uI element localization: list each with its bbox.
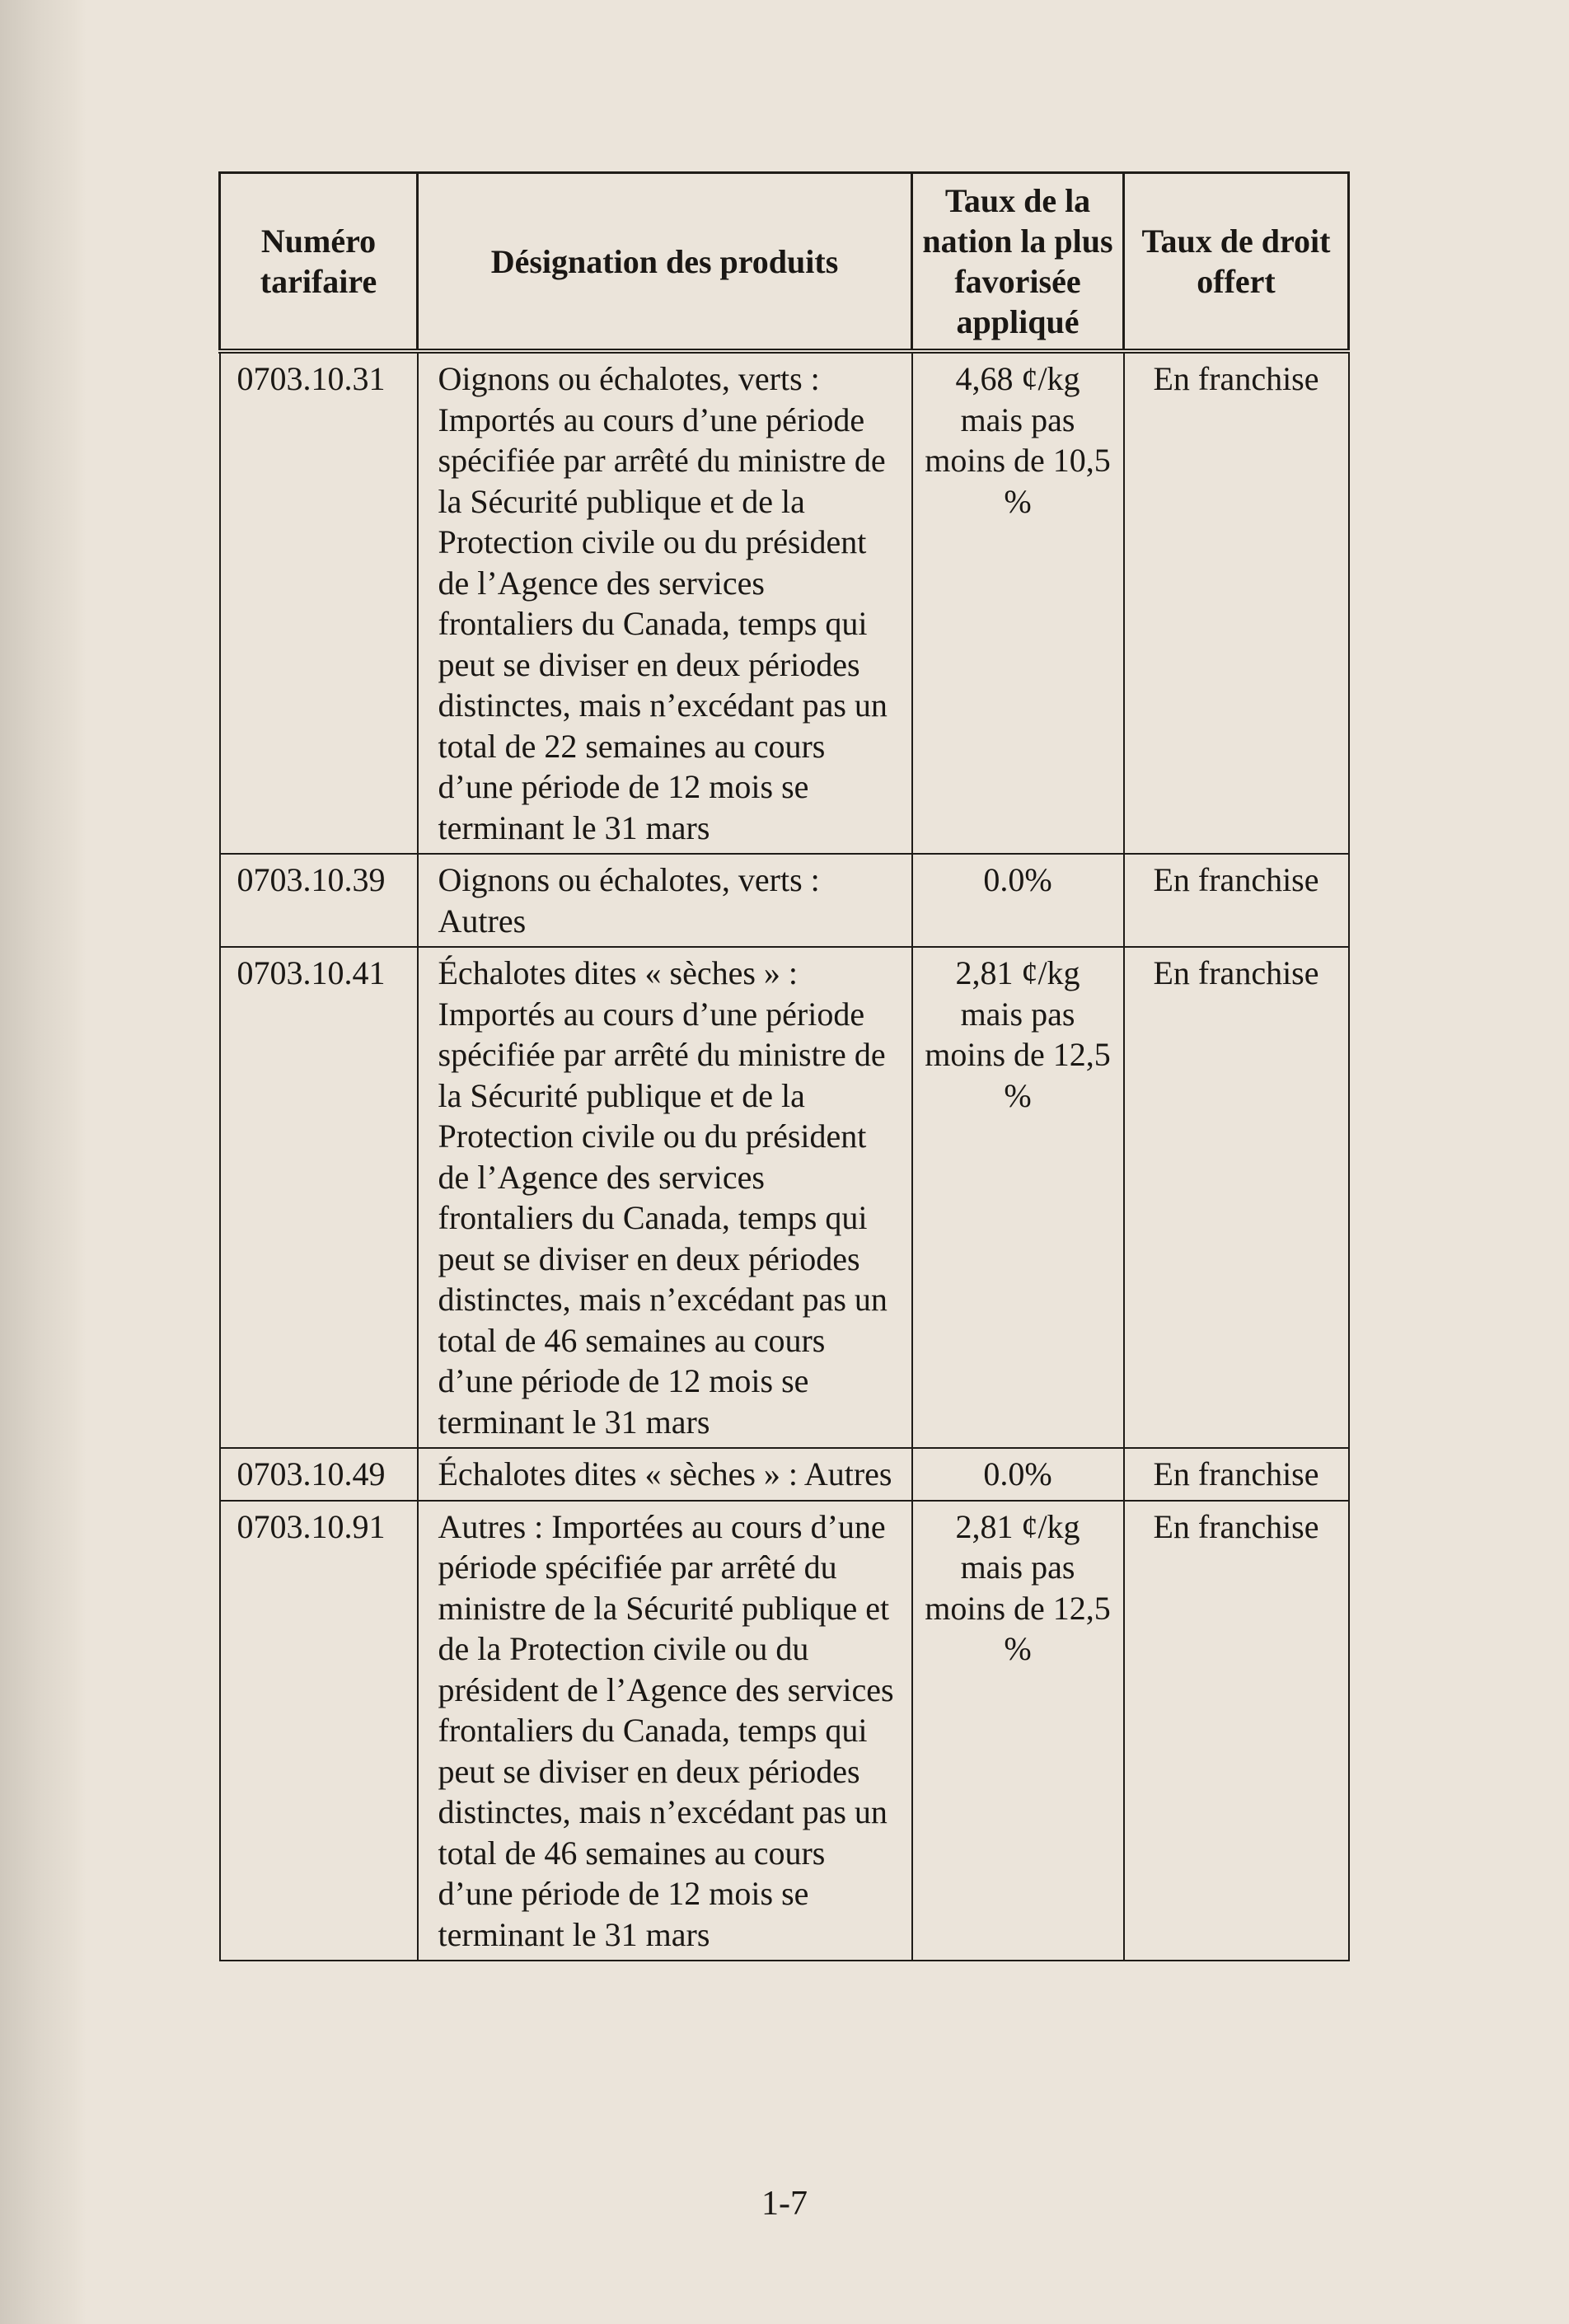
header-offered-rate: Taux de droit offert: [1124, 173, 1349, 352]
description-cell: Oignons ou échalotes, verts : Importés au cours d’une période spécifiée par arrêté du ministre de la Sécurité publique et de la Protection civile ou du président de l’Agence des services frontaliers du Canada, temps qui peut se diviser en deux périodes distinctes, mais n’excédant pas un total de 22 semaines au cours d’une période de 12 mois se terminant le 31 mars: [418, 351, 912, 854]
header-tariff-number: Numéro tarifaire: [220, 173, 418, 352]
tariff-code-cell: 0703.10.49: [220, 1448, 418, 1501]
tariff-table: [218, 171, 1350, 1961]
mfn-rate-cell: 2,81 ¢/kg mais pas moins de 12,5 %: [912, 1501, 1124, 1961]
tariff-code-cell: 0703.10.41: [220, 947, 418, 1448]
table-row: [220, 947, 1349, 1448]
mfn-rate-cell: 0.0%: [912, 854, 1124, 947]
tariff-code-cell: 0703.10.39: [220, 854, 418, 947]
mfn-rate-cell: 0.0%: [912, 1448, 1124, 1501]
table-header-row: [220, 173, 1349, 352]
tariff-code-cell: 0703.10.31: [220, 351, 418, 854]
description-cell: Échalotes dites « sèches » : Autres: [418, 1448, 912, 1501]
offered-rate-cell: En franchise: [1124, 947, 1349, 1448]
table-row: [220, 854, 1349, 947]
table-row: [220, 1501, 1349, 1961]
page-number: 1-7: [761, 2185, 808, 2223]
header-product-description: Désignation des produits: [418, 173, 912, 352]
description-cell: Autres : Importées au cours d’une période spécifiée par arrêté du ministre de la Sécurité publique et de la Protection civile ou du président de l’Agence des services frontaliers du Canada, temps qui peut se diviser en deux périodes distinctes, mais n’excédant pas un total de 46 semaines au cours d’une période de 12 mois se terminant le 31 mars: [418, 1501, 912, 1961]
offered-rate-cell: En franchise: [1124, 854, 1349, 947]
mfn-rate-cell: 2,81 ¢/kg mais pas moins de 12,5 %: [912, 947, 1124, 1448]
description-cell: Oignons ou échalotes, verts : Autres: [418, 854, 912, 947]
offered-rate-cell: En franchise: [1124, 1448, 1349, 1501]
tariff-code-cell: 0703.10.91: [220, 1501, 418, 1961]
page-binding-shadow: [0, 0, 87, 2324]
table-row: [220, 351, 1349, 854]
offered-rate-cell: En franchise: [1124, 1501, 1349, 1961]
header-mfn-rate: Taux de la nation la plus favorisée appliqué: [912, 173, 1124, 352]
description-cell: Échalotes dites « sèches » : Importés au cours d’une période spécifiée par arrêté du ministre de la Sécurité publique et de la Protection civile ou du président de l’Agence des services frontaliers du Canada, temps qui peut se diviser en deux périodes distinctes, mais n’excédant pas un total de 46 semaines au cours d’une période de 12 mois se terminant le 31 mars: [418, 947, 912, 1448]
offered-rate-cell: En franchise: [1124, 351, 1349, 854]
table-row: [220, 1448, 1349, 1501]
mfn-rate-cell: 4,68 ¢/kg mais pas moins de 10,5 %: [912, 351, 1124, 854]
